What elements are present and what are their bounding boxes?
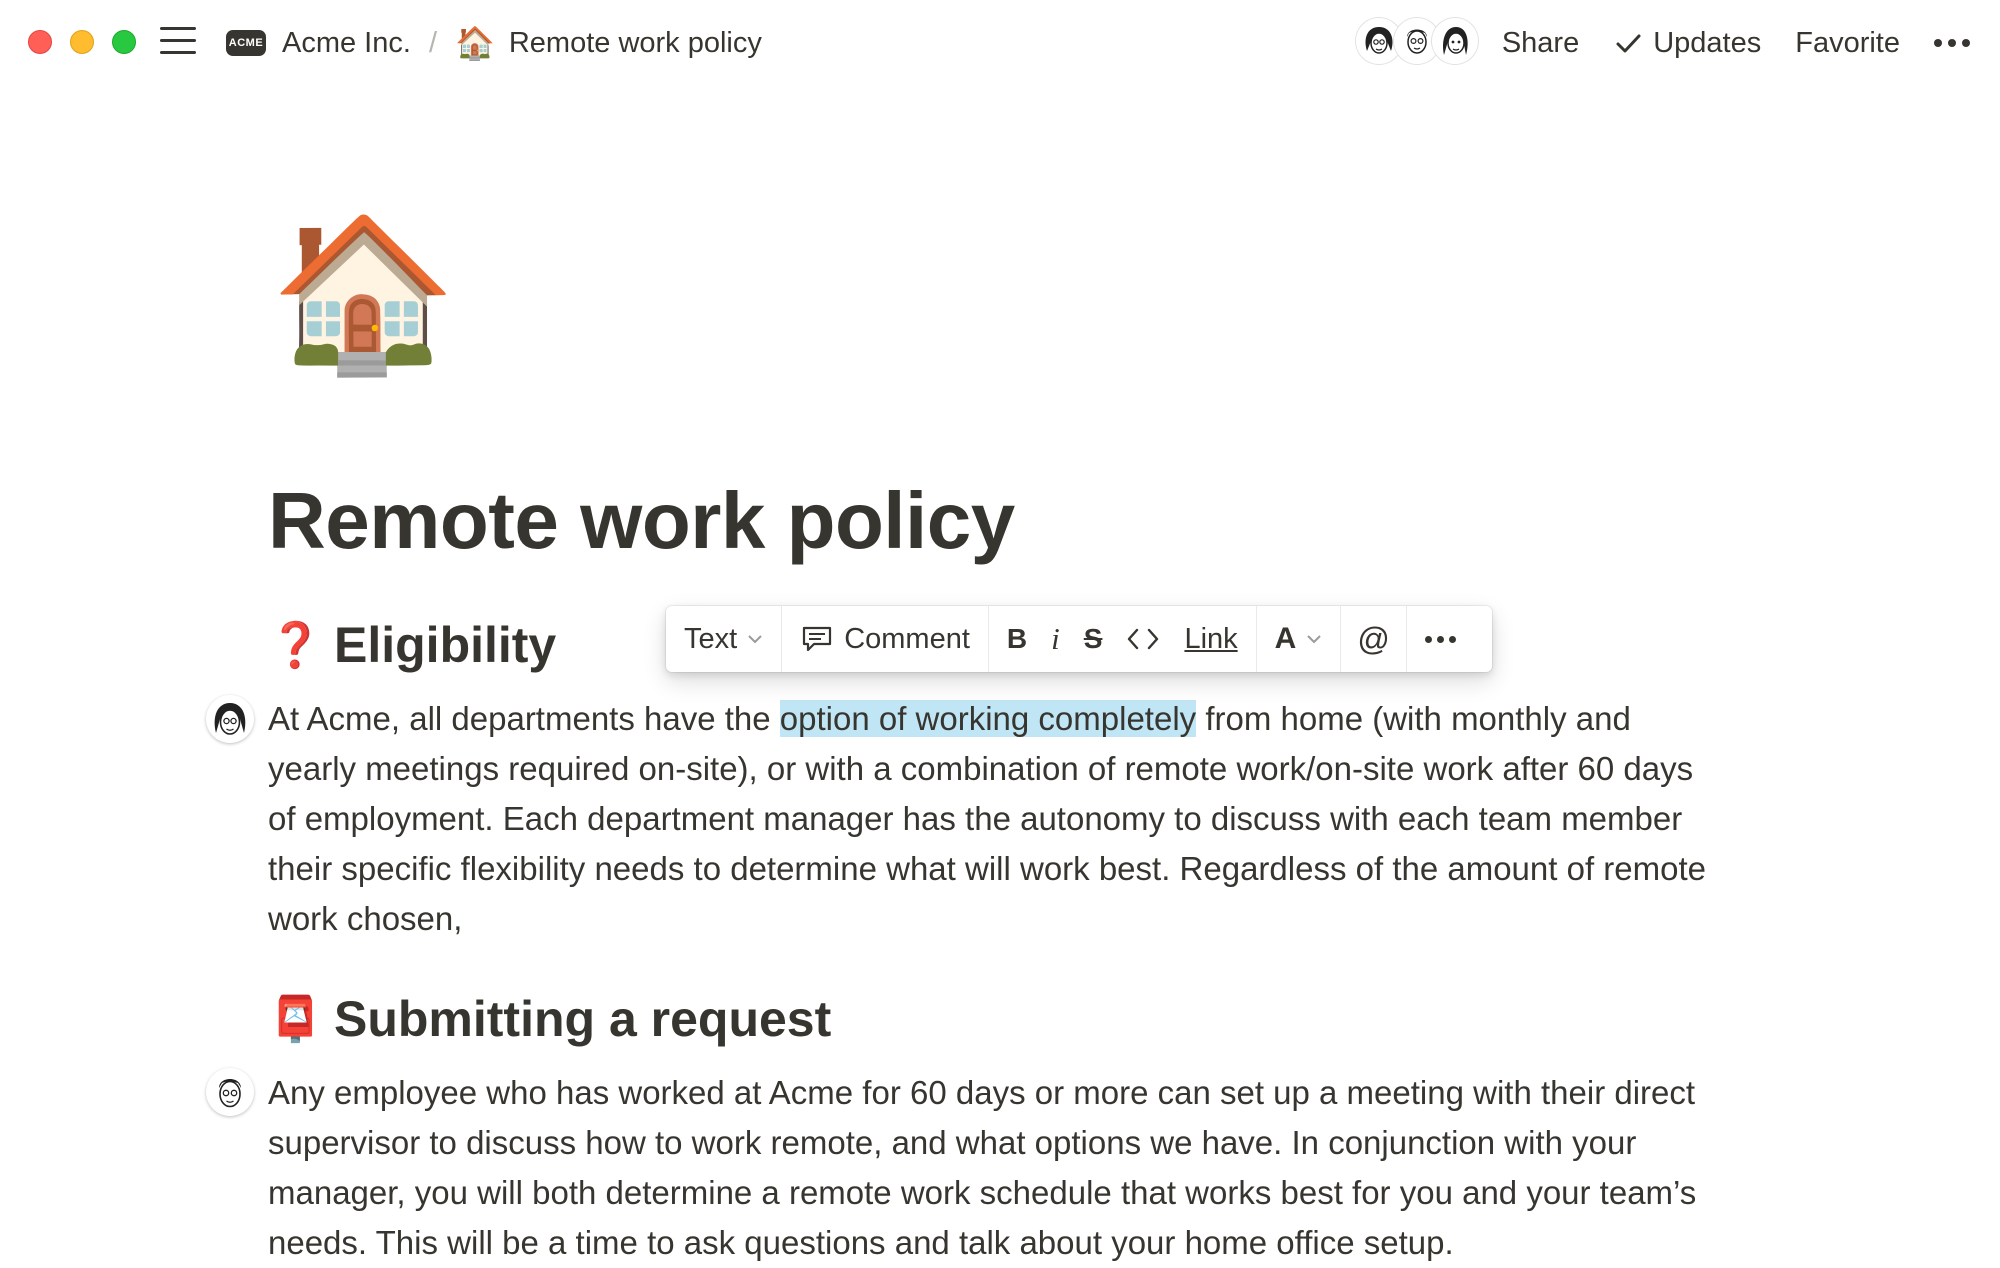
- breadcrumb-page[interactable]: Remote work policy: [508, 26, 762, 59]
- text-color-icon: A: [1274, 622, 1297, 655]
- comment-avatar[interactable]: [206, 695, 254, 743]
- text-color-dropdown[interactable]: [1263, 606, 1335, 672]
- window-controls: [28, 30, 136, 54]
- breadcrumb-separator: /: [428, 26, 437, 59]
- link-button[interactable]: Link: [1184, 622, 1238, 655]
- breadcrumb: [226, 20, 762, 66]
- close-window-button[interactable]: [28, 30, 52, 54]
- paragraph-submitting-request[interactable]: Any employee who has worked at Acme for 60 days or more can set up a meeting with their direct supervisor to discuss how to work remote, and what options we have. In conjunction with your manager, you will both determine a remote work schedule that works best for you and your team’s needs. This will be a time to ask questions and talk about your home office setup.: [268, 1074, 1697, 1261]
- top-actions: [1468, 20, 1970, 66]
- heading-eligibility[interactable]: [268, 616, 556, 674]
- heading-submitting-request[interactable]: [268, 990, 831, 1048]
- italic-button[interactable]: i: [1051, 621, 1060, 656]
- postbox-icon: 📮: [268, 995, 323, 1044]
- updates-label: Updates: [1653, 26, 1762, 59]
- more-formatting-button[interactable]: [1413, 606, 1468, 672]
- code-icon: [1126, 626, 1160, 652]
- chevron-down-icon: [1306, 634, 1322, 644]
- minimize-window-button[interactable]: [70, 30, 94, 54]
- more-icon: [1425, 636, 1456, 643]
- paragraph-text: from home (with monthly and yearly meetings required on-site), or with a combination of remote work/on-site work after 60 days of employment. Each department manager has the autonomy to discuss with each team member their specific flexibility needs to determine what will work best. Regardless of the amount of remote work chosen,: [268, 700, 1706, 937]
- question-mark-icon: ❓: [268, 621, 323, 670]
- page-title[interactable]: Remote work policy: [268, 476, 1015, 565]
- bold-button[interactable]: B: [1006, 623, 1028, 654]
- breadcrumb-workspace[interactable]: Acme Inc.: [282, 26, 411, 59]
- mention-button[interactable]: @: [1357, 620, 1390, 657]
- block-type-label: Text: [684, 622, 738, 655]
- paragraph-eligibility[interactable]: [268, 694, 1728, 944]
- heading-text: Submitting a request: [334, 991, 832, 1047]
- code-button[interactable]: [1114, 606, 1172, 672]
- comment-button[interactable]: [788, 606, 982, 672]
- page-icon[interactable]: 🏠: [270, 209, 457, 377]
- updates-button[interactable]: [1613, 27, 1761, 60]
- maximize-window-button[interactable]: [112, 30, 136, 54]
- breadcrumb-page-icon: 🏠: [455, 25, 495, 61]
- strikethrough-button[interactable]: S: [1083, 623, 1103, 654]
- collaborator-avatars[interactable]: [1356, 18, 1478, 64]
- heading-text: Eligibility: [334, 617, 557, 673]
- top-bar: [0, 0, 2000, 86]
- favorite-button[interactable]: Favorite: [1795, 26, 1900, 59]
- comment-avatar[interactable]: [206, 1068, 254, 1116]
- paragraph-text: At Acme, all departments have the: [268, 700, 780, 737]
- sidebar-toggle-icon[interactable]: [160, 27, 196, 57]
- chevron-down-icon: [747, 634, 763, 644]
- check-icon: [1613, 28, 1643, 58]
- share-button[interactable]: Share: [1501, 26, 1580, 59]
- comment-icon: [800, 624, 834, 654]
- workspace-logo: ACME: [226, 30, 266, 56]
- more-options-icon[interactable]: [1934, 39, 1970, 47]
- comment-label: Comment: [844, 622, 970, 655]
- formatting-toolbar: [666, 606, 1492, 672]
- block-type-dropdown[interactable]: [672, 606, 775, 672]
- selected-text[interactable]: option of working completely: [779, 700, 1197, 737]
